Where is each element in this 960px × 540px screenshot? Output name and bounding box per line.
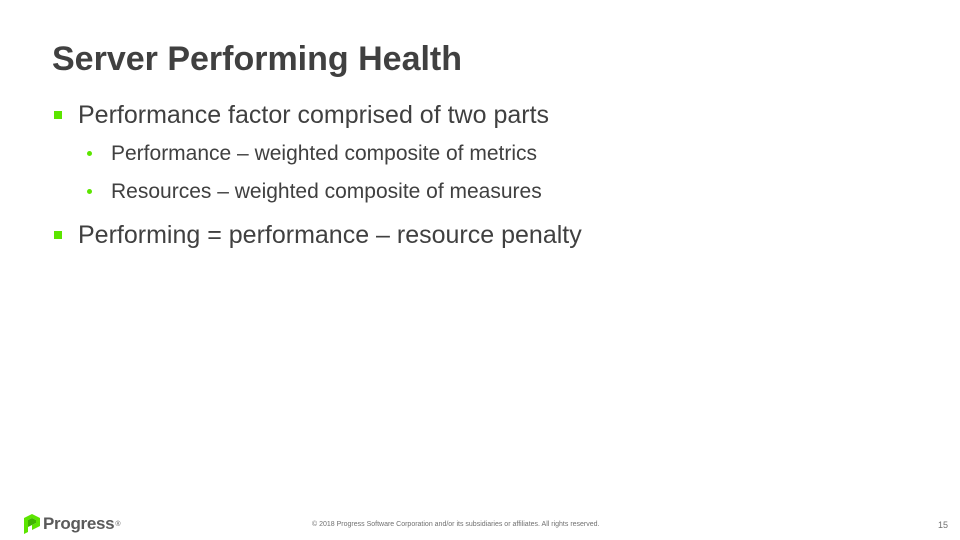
sub-bullet-item: [52, 140, 932, 168]
copyright-notice: © 2018 Progress Software Corporation and/or its subsidiaries or affiliates. All rights reserved.: [312, 521, 600, 528]
round-bullet-icon: [87, 189, 92, 194]
sub-bullet-text: Resources – weighted composite of measures: [111, 180, 542, 203]
bullet-text: Performing = performance – resource penalty: [78, 221, 582, 249]
progress-logo-icon: [24, 514, 40, 534]
sub-bullet-item: [52, 178, 932, 206]
bullet-item: [52, 218, 932, 252]
page-number: 15: [937, 520, 948, 530]
round-bullet-icon: [87, 151, 92, 156]
registered-mark: ®: [115, 520, 121, 528]
progress-logo: [24, 513, 120, 535]
sub-bullet-text: Performance – weighted composite of metrics: [111, 142, 538, 165]
slide-content: [52, 98, 932, 252]
bullet-item: [52, 98, 932, 132]
logo-wordmark: Progress: [43, 514, 115, 533]
square-bullet-icon: [54, 231, 62, 239]
bullet-text: Performance factor comprised of two parts: [78, 101, 550, 129]
slide-title: Server Performing Health: [52, 40, 463, 78]
square-bullet-icon: [54, 111, 62, 119]
